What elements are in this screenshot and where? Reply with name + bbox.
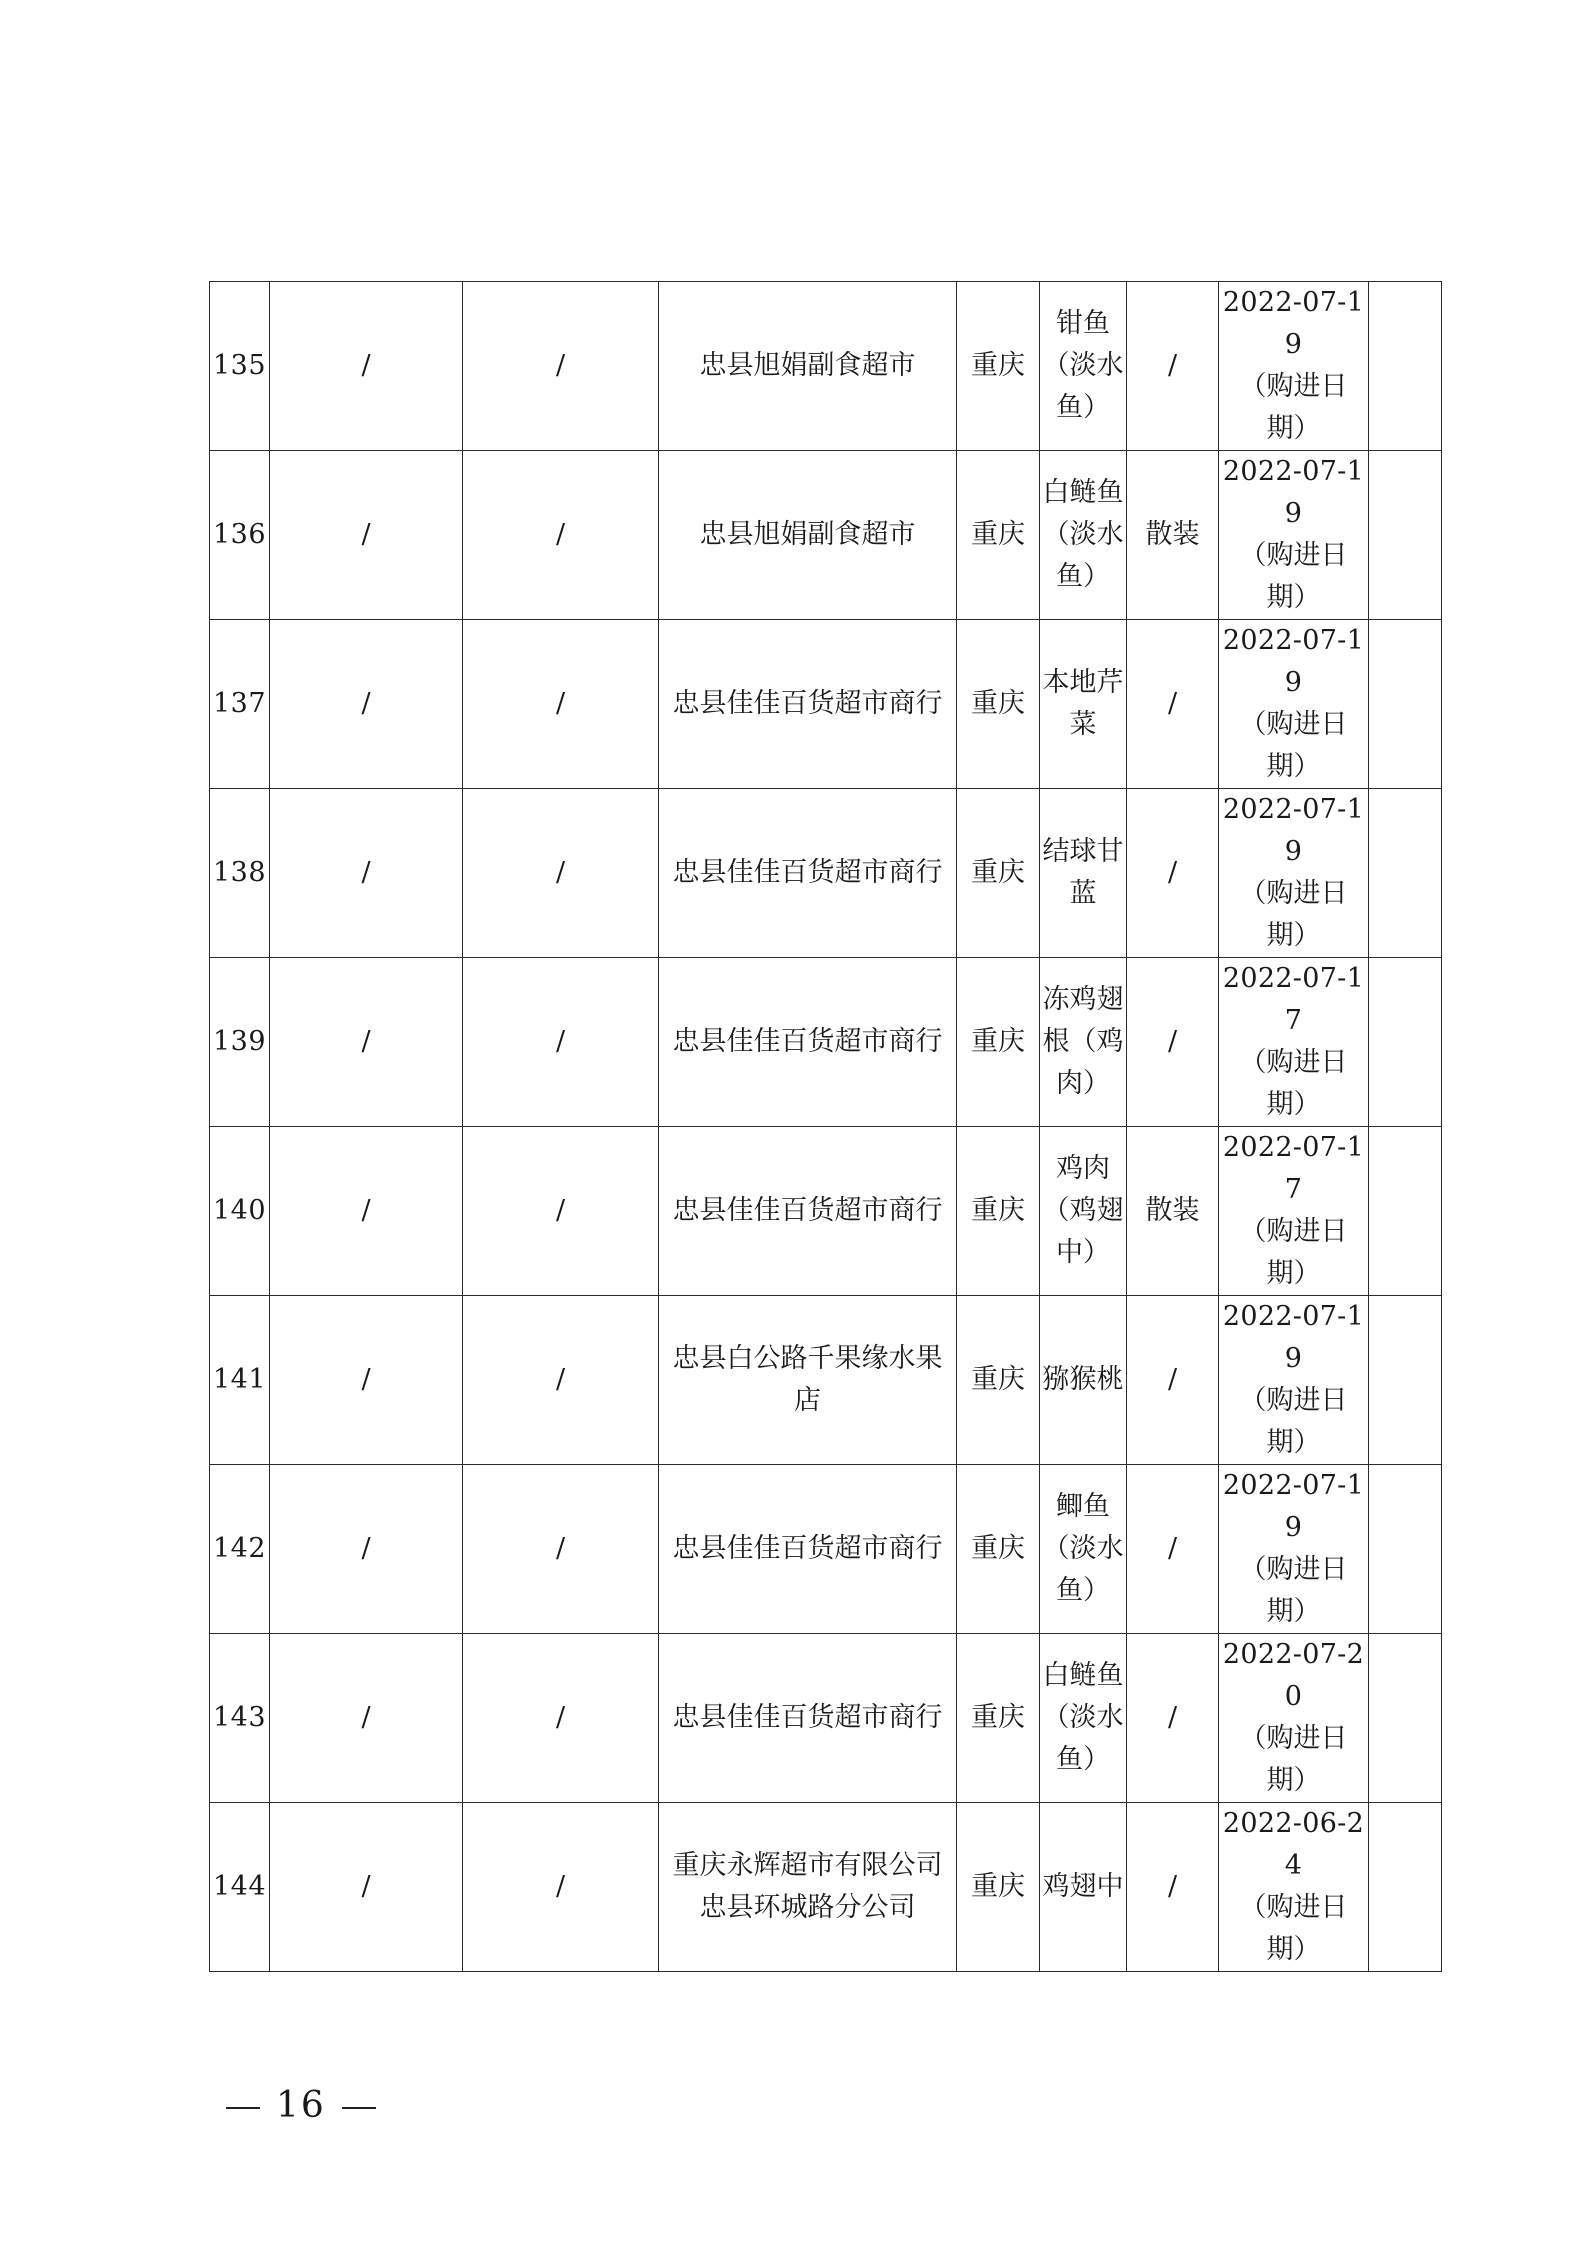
cell-col2: / bbox=[270, 1465, 463, 1634]
cell-product: 鲫鱼（淡水鱼） bbox=[1040, 1465, 1127, 1634]
cell-seq: 143 bbox=[210, 1634, 270, 1803]
table-row bbox=[210, 1296, 1442, 1465]
cell-date bbox=[1219, 1634, 1369, 1803]
cell-region: 重庆 bbox=[957, 1465, 1040, 1634]
cell-product: 冻鸡翅根（鸡肉） bbox=[1040, 958, 1127, 1127]
cell-store: 忠县佳佳百货超市商行 bbox=[659, 620, 957, 789]
cell-product: 本地芹菜 bbox=[1040, 620, 1127, 789]
table-body bbox=[210, 282, 1442, 1972]
cell-last bbox=[1369, 1803, 1442, 1972]
date-note: （购进日期） bbox=[1239, 709, 1348, 782]
cell-seq: 137 bbox=[210, 620, 270, 789]
cell-col2: / bbox=[270, 451, 463, 620]
cell-spec: / bbox=[1127, 1634, 1219, 1803]
cell-spec: 散装 bbox=[1127, 451, 1219, 620]
table-row bbox=[210, 1803, 1442, 1972]
cell-last bbox=[1369, 451, 1442, 620]
cell-product: 白鲢鱼（淡水鱼） bbox=[1040, 451, 1127, 620]
cell-col3: / bbox=[463, 1296, 659, 1465]
table-row bbox=[210, 1465, 1442, 1634]
cell-seq: 136 bbox=[210, 451, 270, 620]
table-row bbox=[210, 1127, 1442, 1296]
cell-last bbox=[1369, 1127, 1442, 1296]
cell-col2: / bbox=[270, 1803, 463, 1972]
cell-spec: / bbox=[1127, 620, 1219, 789]
date-note: （购进日期） bbox=[1239, 1723, 1348, 1796]
cell-col3: / bbox=[463, 1634, 659, 1803]
cell-col3: / bbox=[463, 1127, 659, 1296]
date-value: 2022-07-20 bbox=[1222, 1639, 1365, 1712]
table-row bbox=[210, 282, 1442, 451]
cell-date bbox=[1219, 1465, 1369, 1634]
cell-region: 重庆 bbox=[957, 1127, 1040, 1296]
table-row bbox=[210, 451, 1442, 620]
date-note: （购进日期） bbox=[1239, 371, 1348, 444]
cell-date bbox=[1219, 282, 1369, 451]
cell-seq: 140 bbox=[210, 1127, 270, 1296]
cell-col3: / bbox=[463, 958, 659, 1127]
date-note: （购进日期） bbox=[1239, 1892, 1348, 1965]
date-note: （购进日期） bbox=[1239, 878, 1348, 951]
page-number-footer bbox=[210, 2085, 392, 2126]
cell-seq: 139 bbox=[210, 958, 270, 1127]
cell-region: 重庆 bbox=[957, 1803, 1040, 1972]
cell-col3: / bbox=[463, 282, 659, 451]
cell-date bbox=[1219, 958, 1369, 1127]
cell-spec: / bbox=[1127, 1296, 1219, 1465]
cell-store: 忠县旭娟副食超市 bbox=[659, 282, 957, 451]
cell-store: 忠县佳佳百货超市商行 bbox=[659, 1127, 957, 1296]
footer-dash-right bbox=[342, 2107, 376, 2109]
cell-product: 猕猴桃 bbox=[1040, 1296, 1127, 1465]
cell-product: 鸡翅中 bbox=[1040, 1803, 1127, 1972]
date-value: 2022-07-17 bbox=[1222, 963, 1365, 1036]
cell-date bbox=[1219, 1127, 1369, 1296]
cell-spec: 散装 bbox=[1127, 1127, 1219, 1296]
cell-col2: / bbox=[270, 1127, 463, 1296]
cell-store: 忠县佳佳百货超市商行 bbox=[659, 958, 957, 1127]
date-value: 2022-07-19 bbox=[1222, 794, 1365, 867]
date-value: 2022-07-19 bbox=[1222, 287, 1365, 360]
cell-store: 忠县佳佳百货超市商行 bbox=[659, 1465, 957, 1634]
cell-date bbox=[1219, 451, 1369, 620]
date-note: （购进日期） bbox=[1239, 540, 1348, 613]
cell-spec: / bbox=[1127, 1465, 1219, 1634]
date-value: 2022-07-19 bbox=[1222, 1301, 1365, 1374]
cell-col2: / bbox=[270, 620, 463, 789]
cell-region: 重庆 bbox=[957, 958, 1040, 1127]
date-note: （购进日期） bbox=[1239, 1047, 1348, 1120]
cell-date bbox=[1219, 1803, 1369, 1972]
cell-spec: / bbox=[1127, 958, 1219, 1127]
cell-last bbox=[1369, 1296, 1442, 1465]
cell-store: 忠县旭娟副食超市 bbox=[659, 451, 957, 620]
cell-store: 重庆永辉超市有限公司忠县环城路分公司 bbox=[659, 1803, 957, 1972]
date-note: （购进日期） bbox=[1239, 1554, 1348, 1627]
cell-seq: 141 bbox=[210, 1296, 270, 1465]
date-value: 2022-07-19 bbox=[1222, 456, 1365, 529]
cell-seq: 144 bbox=[210, 1803, 270, 1972]
cell-last bbox=[1369, 789, 1442, 958]
cell-col2: / bbox=[270, 1634, 463, 1803]
cell-product: 结球甘蓝 bbox=[1040, 789, 1127, 958]
cell-spec: / bbox=[1127, 789, 1219, 958]
table-row bbox=[210, 789, 1442, 958]
cell-last bbox=[1369, 620, 1442, 789]
cell-col3: / bbox=[463, 1465, 659, 1634]
date-note: （购进日期） bbox=[1239, 1385, 1348, 1458]
cell-col2: / bbox=[270, 958, 463, 1127]
cell-product: 鸡肉（鸡翅中） bbox=[1040, 1127, 1127, 1296]
cell-region: 重庆 bbox=[957, 789, 1040, 958]
cell-seq: 138 bbox=[210, 789, 270, 958]
page-number: 16 bbox=[276, 2085, 326, 2126]
cell-region: 重庆 bbox=[957, 451, 1040, 620]
date-value: 2022-07-19 bbox=[1222, 1470, 1365, 1543]
cell-product: 钳鱼（淡水鱼） bbox=[1040, 282, 1127, 451]
cell-col2: / bbox=[270, 282, 463, 451]
date-note: （购进日期） bbox=[1239, 1216, 1348, 1289]
cell-store: 忠县佳佳百货超市商行 bbox=[659, 1634, 957, 1803]
cell-last bbox=[1369, 1634, 1442, 1803]
cell-region: 重庆 bbox=[957, 282, 1040, 451]
cell-spec: / bbox=[1127, 282, 1219, 451]
cell-product: 白鲢鱼（淡水鱼） bbox=[1040, 1634, 1127, 1803]
cell-last bbox=[1369, 1465, 1442, 1634]
cell-region: 重庆 bbox=[957, 1296, 1040, 1465]
cell-last bbox=[1369, 282, 1442, 451]
table-row bbox=[210, 958, 1442, 1127]
table-row bbox=[210, 620, 1442, 789]
cell-col3: / bbox=[463, 451, 659, 620]
cell-store: 忠县佳佳百货超市商行 bbox=[659, 789, 957, 958]
cell-spec: / bbox=[1127, 1803, 1219, 1972]
cell-col3: / bbox=[463, 789, 659, 958]
footer-dash-left bbox=[226, 2107, 260, 2109]
cell-last bbox=[1369, 958, 1442, 1127]
cell-date bbox=[1219, 1296, 1369, 1465]
cell-seq: 142 bbox=[210, 1465, 270, 1634]
cell-seq: 135 bbox=[210, 282, 270, 451]
cell-col2: / bbox=[270, 1296, 463, 1465]
cell-col3: / bbox=[463, 1803, 659, 1972]
table-row bbox=[210, 1634, 1442, 1803]
records-table bbox=[209, 281, 1442, 1972]
date-value: 2022-06-24 bbox=[1222, 1808, 1365, 1881]
cell-region: 重庆 bbox=[957, 1634, 1040, 1803]
cell-store: 忠县白公路千果缘水果店 bbox=[659, 1296, 957, 1465]
cell-date bbox=[1219, 789, 1369, 958]
date-value: 2022-07-17 bbox=[1222, 1132, 1365, 1205]
cell-col3: / bbox=[463, 620, 659, 789]
date-value: 2022-07-19 bbox=[1222, 625, 1365, 698]
cell-region: 重庆 bbox=[957, 620, 1040, 789]
cell-date bbox=[1219, 620, 1369, 789]
cell-col2: / bbox=[270, 789, 463, 958]
